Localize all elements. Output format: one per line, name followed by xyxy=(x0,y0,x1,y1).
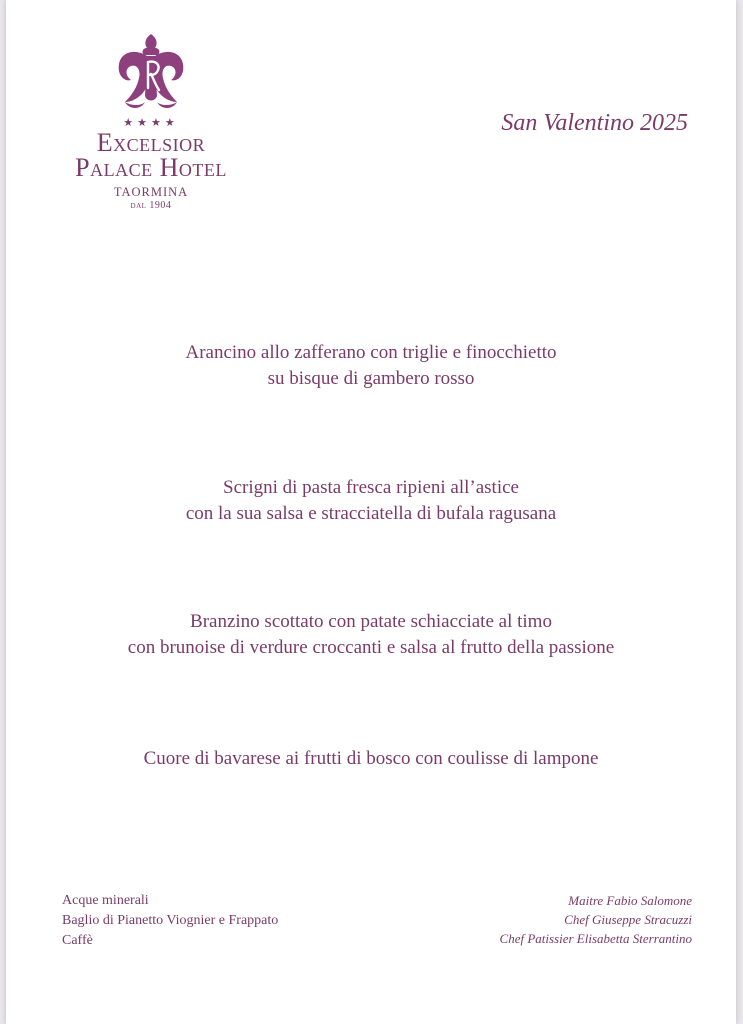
hotel-city: TAORMINA xyxy=(113,185,189,199)
course-1 xyxy=(6,340,736,392)
fleur-emblem-icon xyxy=(111,30,191,112)
course-2-line2: con la sua salsa e stracciatella di bufala ragusana xyxy=(185,503,557,524)
course-2-line1: Scrigni di pasta fresca ripieni all’astice xyxy=(223,477,519,498)
drink-item: Acque minerali xyxy=(62,893,149,908)
hotel-since: dal 1904 xyxy=(130,200,172,211)
staff-list xyxy=(500,891,692,948)
course-4 xyxy=(6,746,736,772)
course-4-line1: Cuore di bavarese ai frutti di bosco con coulisse di lampone xyxy=(143,748,599,769)
drink-item: Baglio di Pianetto Viognier e Frappato xyxy=(62,913,279,928)
hotel-name-line1: Excelsior xyxy=(96,128,206,157)
course-3-line2: con brunoise di verdure croccanti e salsa al frutto della passione xyxy=(127,637,615,658)
course-2 xyxy=(6,475,736,527)
course-3 xyxy=(6,609,736,661)
course-3-line1: Branzino scottato con patate schiacciate al timo xyxy=(190,611,552,632)
course-1-line2: su bisque di gambero rosso xyxy=(267,368,475,389)
drink-item: Caffè xyxy=(62,933,93,948)
drinks-list xyxy=(62,891,278,951)
hotel-logo xyxy=(46,30,256,212)
staff-patissier: Chef Patissier Elisabetta Sterrantino xyxy=(499,931,692,946)
staff-chef: Chef Giuseppe Stracuzzi xyxy=(564,912,692,927)
star-rating: ★★★★ xyxy=(123,117,179,129)
course-1-line1: Arancino allo zafferano con triglie e finocchietto xyxy=(185,342,557,363)
staff-maitre: Maitre Fabio Salomone xyxy=(568,893,692,908)
event-title: San Valentino 2025 xyxy=(501,110,688,136)
menu-page xyxy=(6,0,736,1024)
hotel-name-line2: Palace Hotel xyxy=(75,153,227,182)
